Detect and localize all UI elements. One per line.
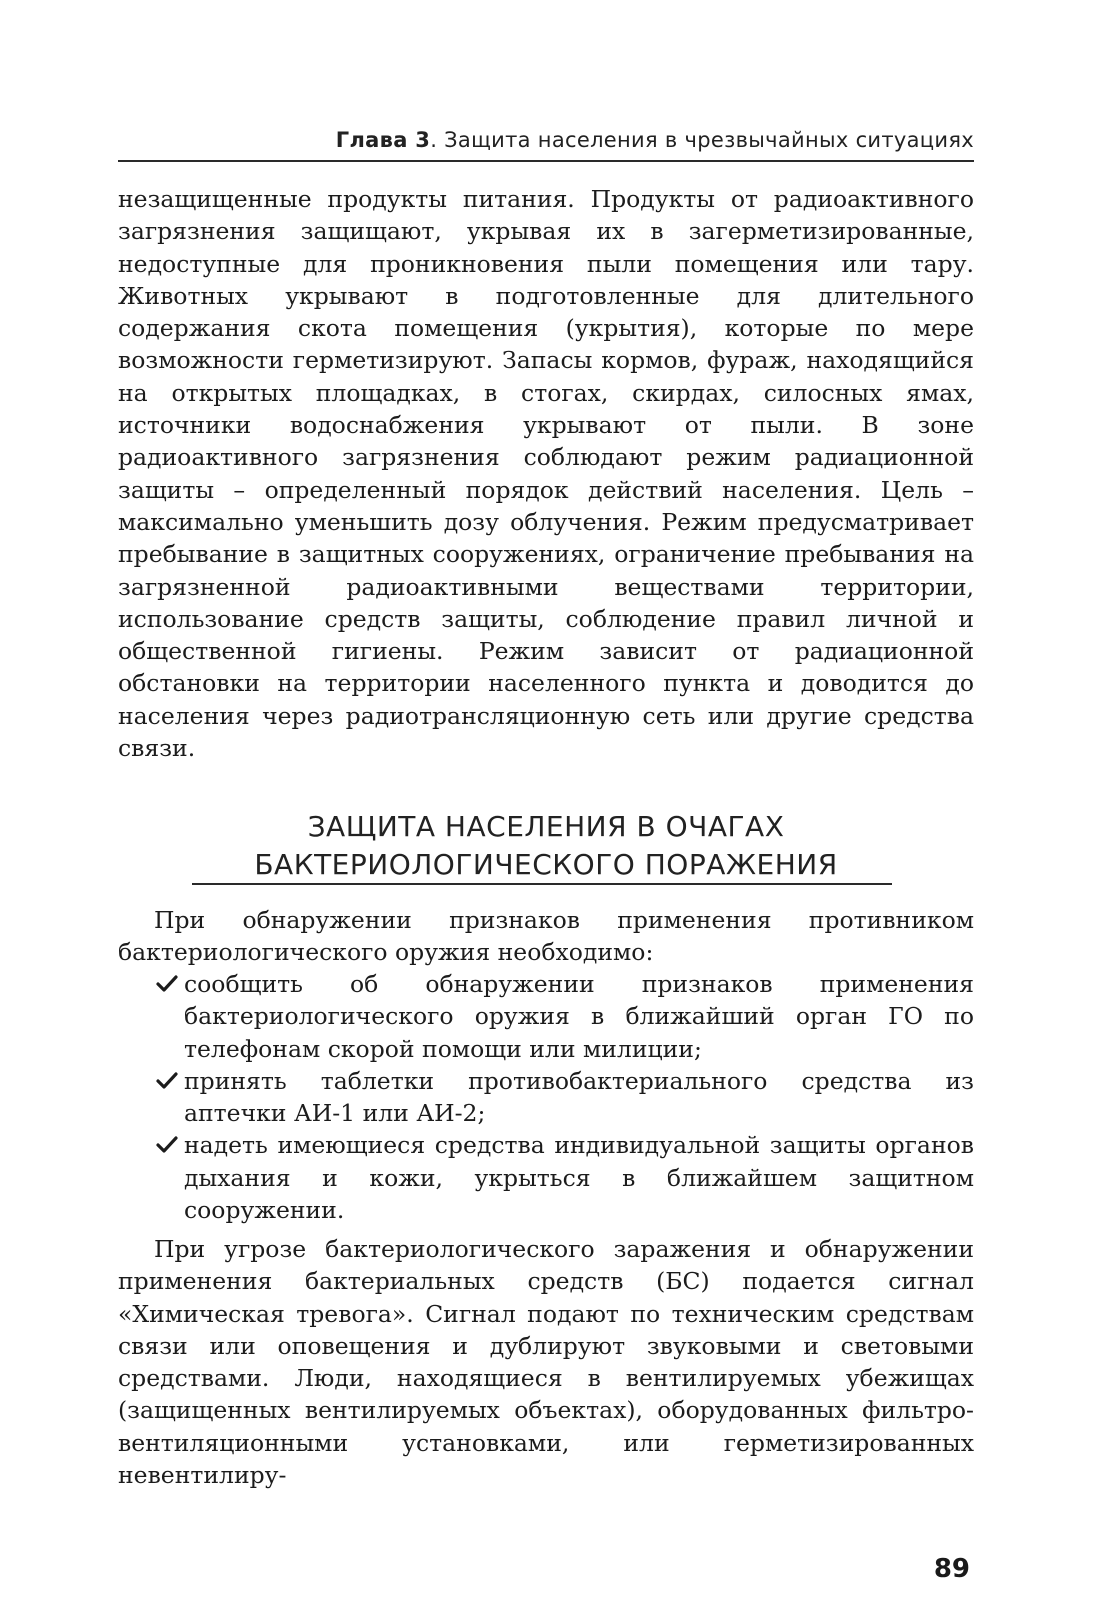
section-title-line-1: ЗАЩИТА НАСЕЛЕНИЯ В ОЧАГАХ — [307, 810, 785, 843]
section-rule — [192, 883, 892, 885]
paragraph-intro: При обнаружении признаков применения противником бактериологического оружия необходимо: — [118, 906, 974, 967]
section-title — [118, 808, 974, 884]
check-icon — [156, 974, 178, 994]
list-item-text: сообщить об обнаружении признаков применения бактериологического оружия в ближайший орган ГО по телефонам скорой помощи или милиции; — [184, 970, 974, 1063]
action-checklist — [118, 968, 974, 1226]
check-icon — [156, 1135, 178, 1155]
list-item-text: надеть имеющиеся средства индивидуальной защиты органов дыхания и кожи, укрыться в ближайшем защитном сооружении. — [184, 1131, 974, 1225]
list-item-text: принять таблетки противобактериального средства из аптечки АИ-1 или АИ-2; — [184, 1066, 974, 1128]
section-title-line-2: БАКТЕРИОЛОГИЧЕСКОГО ПОРАЖЕНИЯ — [254, 848, 838, 881]
list-item — [118, 968, 974, 1065]
paragraph-radiation-protection: незащищенные продукты питания. Продукты от радиоактивного загрязнения защищают, укрывая их в загерметизированные, недоступные для проникновения пыли помещения или тару. Животных укрывают в подготовленные для длительного содержания скота помещения (укрытия), которые по мере возможности герметизируют. Запасы кормов, фураж, находящийся на открытых площадках, в стогах, скирдах, силосных ямах, источники водоснабжения укрывают от пыли. В зоне радиоактивного загрязнения соблюдают режим радиационной защиты – определенный порядок действий населения. Цель – максимально уменьшить дозу облучения. Режим предусматривает пребывание в защитных сооружениях, ограничение пребывания на загрязненной радиоактивными веществами территории, использование средств защиты, соблюдение правил личной и общественной гигиены. Режим зависит от радиационной обстановки на территории населенного пункта и доводится до населения через радиотрансляционную сеть или другие средства связи. — [118, 185, 974, 763]
running-header — [118, 128, 974, 152]
chapter-label: Глава 3 — [335, 128, 431, 152]
check-icon — [156, 1071, 178, 1091]
paragraph-chemical-alarm: При угрозе бактериологического заражения и обнаружении применения бактериальных средств (БС) подается сигнал «Химическая тревога». Сигнал подают по техническим средствам связи или оповещения и дублируют звуковыми и световыми средствами. Люди, находящиеся в вентилируемых убежищах (защищенных вентилируемых объектах), оборудованных фильтро-вентиляционными установками, или герметизированных невентилиру- — [118, 1235, 974, 1490]
page-number: 89 — [933, 1554, 970, 1584]
header-rule — [118, 160, 974, 162]
chapter-title: . Защита населения в чрезвычайных ситуациях — [430, 128, 974, 152]
list-item — [118, 1129, 974, 1226]
list-item — [118, 1065, 974, 1130]
